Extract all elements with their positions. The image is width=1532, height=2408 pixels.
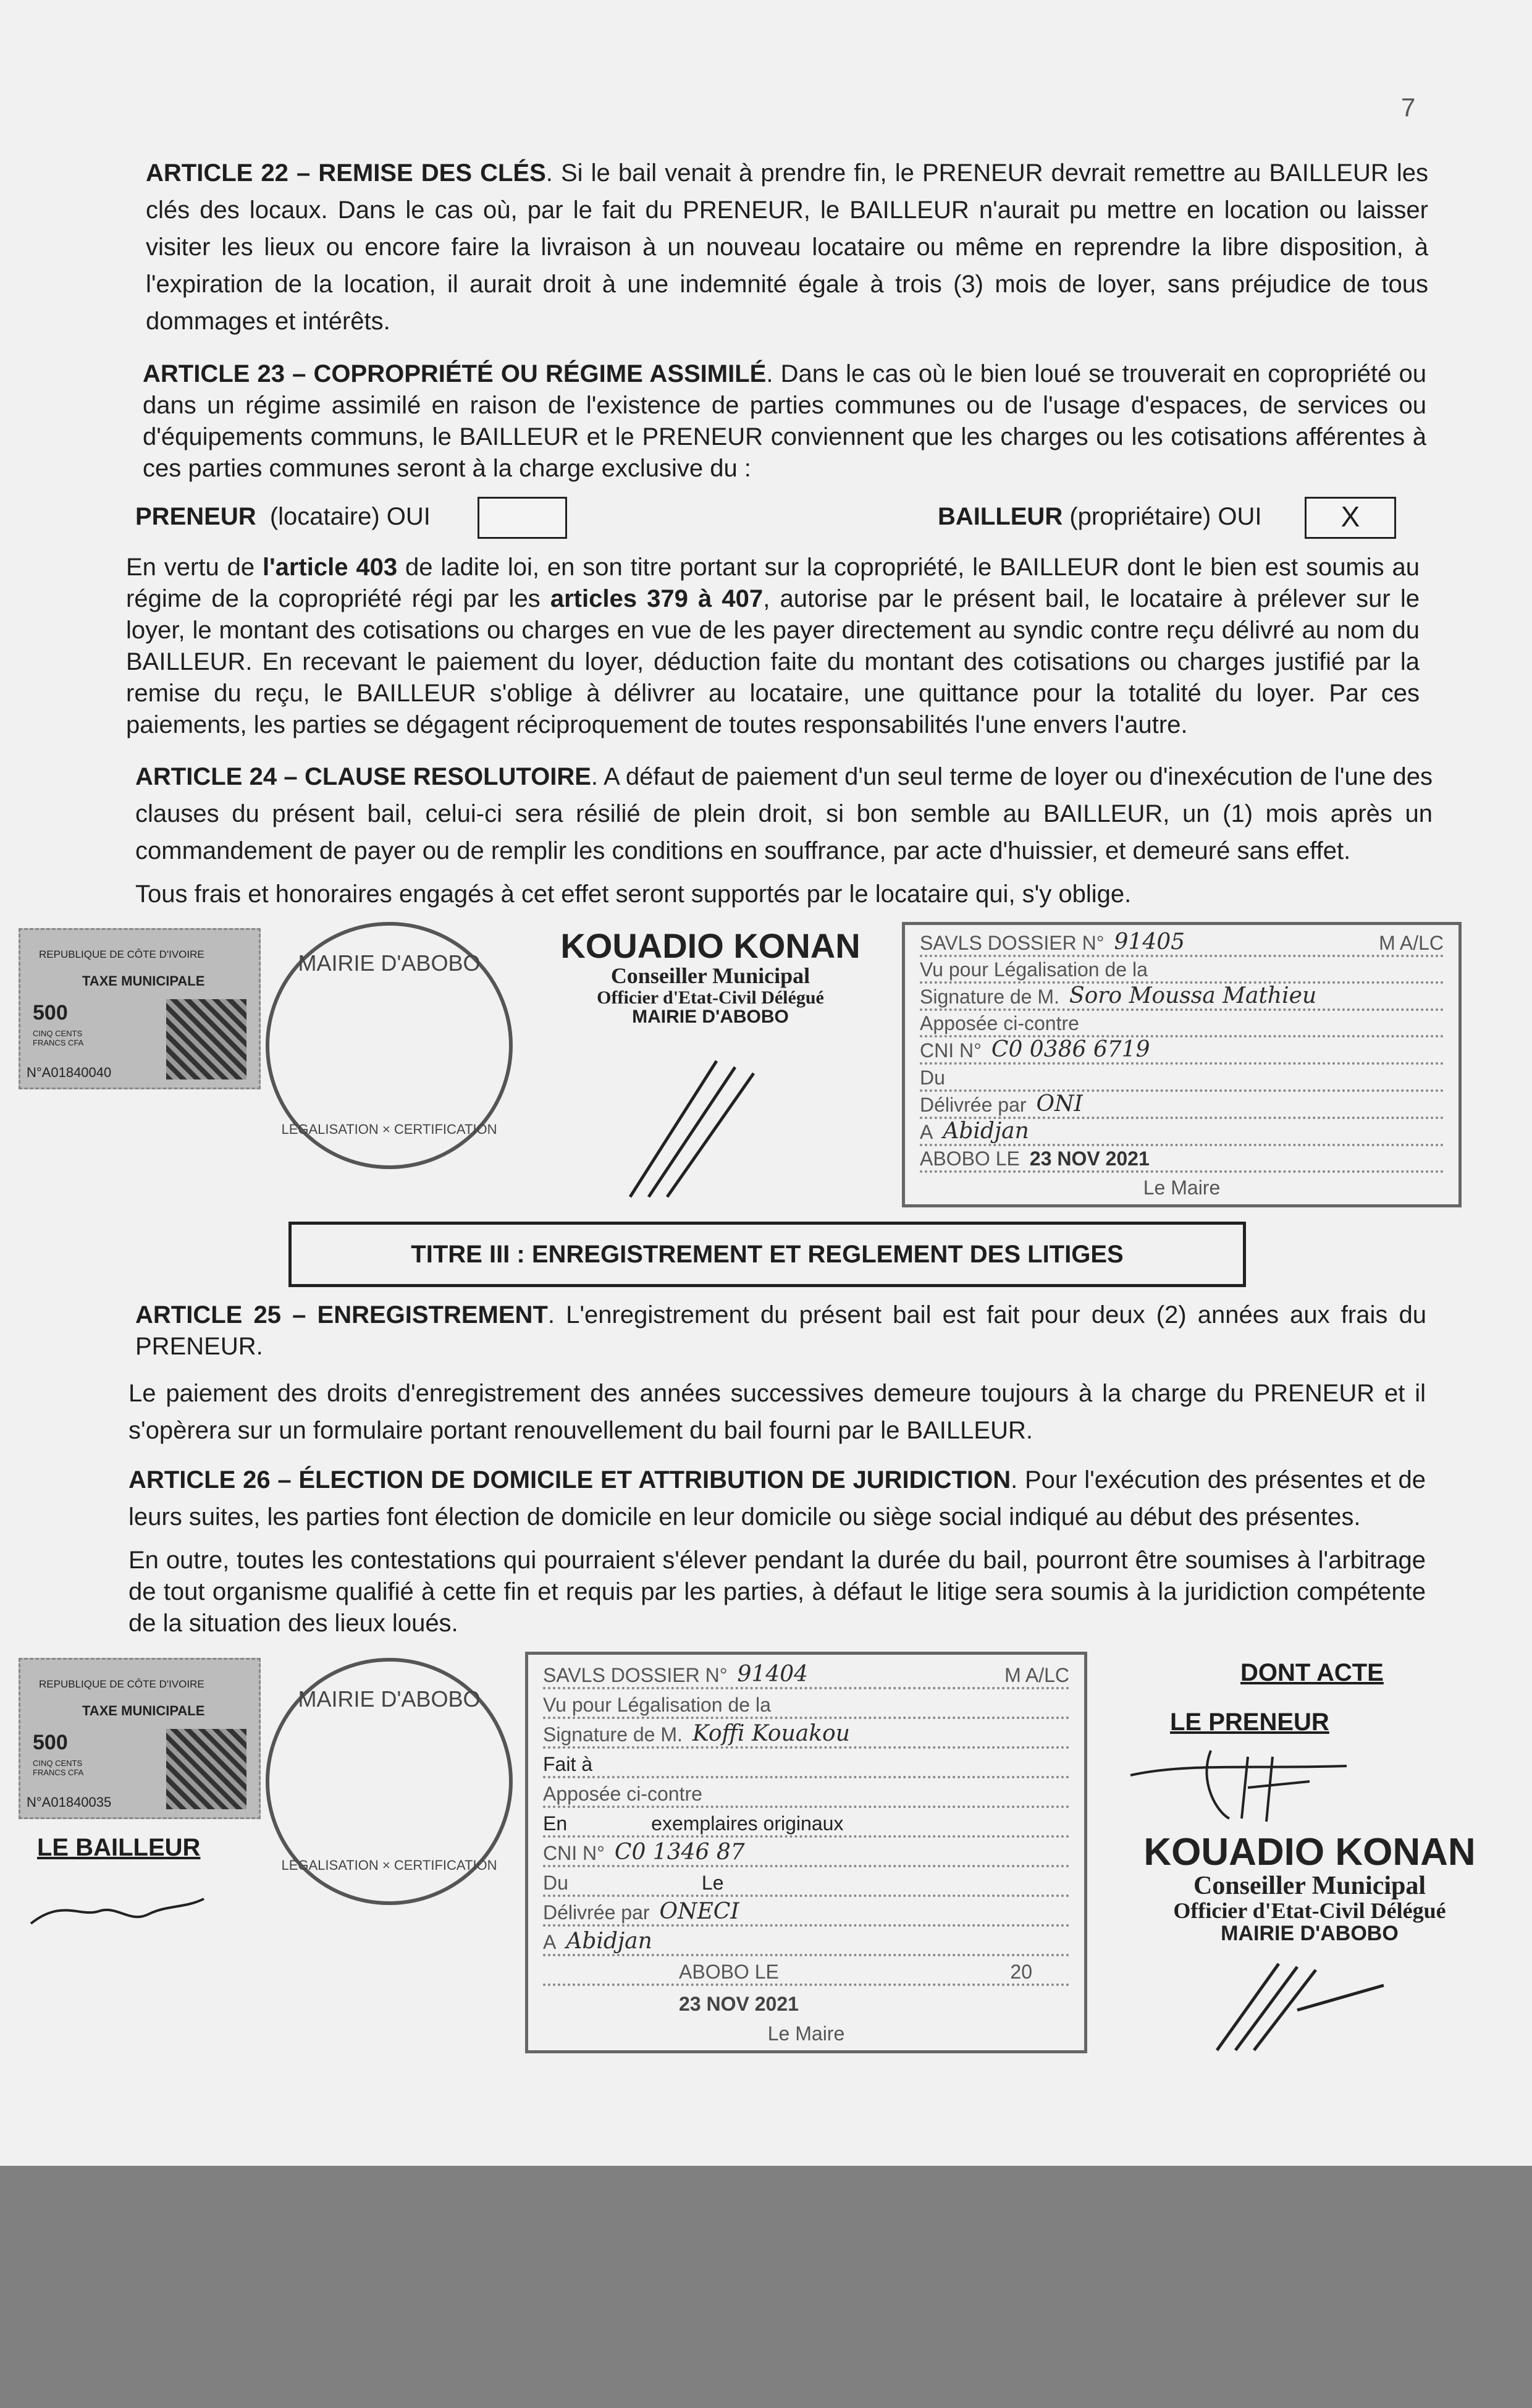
handwritten-dossier-no: 91404 <box>737 1662 809 1687</box>
preneur-sub: (locataire) OUI <box>269 503 431 530</box>
stamp-row <box>543 1808 1069 1838</box>
handwritten-a: Abidjan <box>943 1118 1029 1144</box>
mairie-seal-bottom <box>266 1658 513 1905</box>
seal-text: MAIRIE D'ABOBO <box>298 1686 481 1712</box>
stamp-apposee-label: Apposée ci-contre <box>543 1783 702 1805</box>
stamp-dossier-label: SAVLS DOSSIER N° <box>920 932 1105 954</box>
handwritten-dossier-no: 91405 <box>1114 929 1185 955</box>
tax-amount: 500 <box>33 1731 68 1754</box>
stamp-row <box>543 1897 1069 1927</box>
stamp-signature-label: Signature de M. <box>920 986 1059 1008</box>
tax-country: REPUBLIQUE DE CÔTE D'IVOIRE <box>39 1678 204 1690</box>
stamp-row <box>920 1011 1444 1037</box>
bailleur-signature <box>25 1874 210 1942</box>
stamp-a-label: A <box>920 1120 933 1143</box>
legalisation-stamp-bottom <box>525 1652 1087 2053</box>
stamp-date: 23 NOV 2021 <box>1029 1147 1150 1170</box>
stamp-dossier-label: SAVLS DOSSIER N° <box>543 1664 728 1686</box>
preneur-signature <box>1124 1744 1359 1825</box>
mayor-role: Conseiller Municipal <box>1193 1872 1426 1901</box>
tax-label: TAXE MUNICIPALE <box>82 973 205 989</box>
le-label: Le <box>701 1872 724 1894</box>
tax-label: TAXE MUNICIPALE <box>82 1703 205 1718</box>
stamp-a-label: A <box>543 1931 557 1953</box>
preneur-label: PRENEUR <box>135 503 256 530</box>
handwritten-cni: C0 1346 87 <box>614 1840 745 1865</box>
stamp-cni-label: CNI N° <box>920 1039 982 1062</box>
seal-text: MAIRIE D'ABOBO <box>298 950 481 976</box>
bold-ref: l'article 403 <box>262 554 398 581</box>
bailleur-option <box>938 503 1262 531</box>
article-24-frais: Tous frais et honoraires engagés à cet effet seront supportés par le locataire qui, s'y oblige. <box>135 881 1132 908</box>
stamp-row <box>543 1986 1069 2016</box>
mairie-seal-top <box>266 922 513 1169</box>
tax-amount-words: CINQ CENTS FRANCS CFA <box>33 1759 84 1777</box>
bailleur-sub: (propriétaire) OUI <box>1069 503 1262 530</box>
mayor-role2: Officier d'Etat-Civil Délégué <box>1173 1898 1446 1924</box>
stamp-abobo-label: ABOBO LE <box>679 1961 779 1983</box>
bailleur-label: BAILLEUR <box>938 503 1063 530</box>
qr-code-icon <box>166 1729 246 1809</box>
mayor-signature-top <box>618 1055 803 1203</box>
article-25-text: . L'enregistrement du présent bail est fait pour deux (2) années aux frais du PRENEUR. <box>135 1301 1426 1360</box>
article-22-text: . Si le bail venait à prendre fin, le PRENEUR devrait remettre au BAILLEUR les clés des locaux. Dans le cas où, par le fait du PRENEUR, le BAILLEUR n'aurait pu mettre en location ou laisser visiter les lieux ou encore faire la livraison à un nouveau locataire ou même en reprendre la libre disposition, à l'expiration de la location, il aurait droit à une indemnité égale à trois (3) mois de loyer, sans préjudice de tous dommages et intérêts. <box>146 159 1429 335</box>
stamp-row <box>920 984 1444 1011</box>
stamp-row <box>920 1037 1444 1065</box>
text: , autorise par le présent bail, le locataire à prélever sur le loyer, le montant des cotisations ou charges en vue de les payer directement au syndic contre reçu délivré au nom du BAILLEUR. En recevant le paiement du loyer, déduction faite du montant des cotisations ou charges justifié par la remise du reçu, le BAILLEUR s'oblige à délivrer au locataire, une quittance pour la totalité du loyer. Par ces paiements, les parties se dégagent réciproquement de toutes responsabilités l'une envers l'autre. <box>126 585 1420 738</box>
article-24-heading: ARTICLE 24 – CLAUSE RESOLUTOIRE <box>135 763 591 790</box>
stamp-row <box>543 1867 1069 1897</box>
tax-stamp-top <box>19 928 261 1089</box>
article-23-text: . Dans le cas où le bien loué se trouverait en copropriété ou dans un régime assimilé en raison de l'existence de parties communes ou de l'usage d'espaces, de services ou d'équipements communs, le BAILLEUR et le PRENEUR conviennent que les charges ou les cotisations afférentes à ces parties communes seront à la charge exclusive du : <box>143 360 1426 482</box>
article-26-heading: ARTICLE 26 – ÉLECTION DE DOMICILE ET ATTRIBUTION DE JURIDICTION <box>128 1466 1011 1493</box>
legalisation-stamp-top <box>902 922 1462 1207</box>
tax-amount: 500 <box>33 1001 68 1024</box>
stamp-row <box>543 1660 1069 1689</box>
article-23 <box>143 358 1426 484</box>
tax-serial: N°A01840040 <box>27 1065 112 1080</box>
mayor-stamp-top <box>525 928 896 1027</box>
preneur-option <box>135 503 431 531</box>
qr-code-icon <box>166 999 246 1079</box>
tax-stamp-bottom <box>19 1658 261 1819</box>
top-stamps-band <box>0 922 1532 1212</box>
stamp-row <box>920 1173 1444 1199</box>
stamp-vu-label: Vu pour Légalisation de la <box>920 958 1148 981</box>
stamp-row <box>543 1956 1069 1986</box>
bold-ref: articles 379 à 407 <box>550 585 764 612</box>
stamp-maire-label: Le Maire <box>1143 1177 1221 1199</box>
article-26-contestations: En outre, toutes les contestations qui pourraient s'élever pendant la durée du bail, pourront être soumises à l'arbitrage de tout organisme qualifié à cette fin et requis par les parties, à défaut le litige sera soumis à la juridiction compétente de la situation des lieux loués. <box>128 1547 1426 1637</box>
article-22 <box>146 154 1428 340</box>
stamp-row <box>543 1838 1069 1867</box>
tax-amount-words: CINQ CENTS FRANCS CFA <box>33 1029 84 1047</box>
closing-band <box>0 1652 1532 2059</box>
stamp-signature-label: Signature de M. <box>543 1723 683 1746</box>
le-preneur-label: LE PRENEUR <box>1170 1709 1329 1736</box>
stamp-maire-label: Le Maire <box>767 2022 845 2045</box>
stamp-row <box>543 1927 1069 1956</box>
fait-a-label: Fait à <box>543 1753 593 1775</box>
stamp-delivree-label: Délivrée par <box>920 1093 1027 1116</box>
handwritten-signatory: Koffi Kouakou <box>692 1721 850 1746</box>
le-bailleur-label: LE BAILLEUR <box>37 1834 201 1861</box>
seal-text2: LÉGALISATION × CERTIFICATION <box>281 1122 497 1137</box>
stamp-row <box>543 2016 1069 2045</box>
stamp-ref: M A/LC <box>1379 932 1444 954</box>
stamp-cni-label: CNI N° <box>543 1842 605 1864</box>
seal-text2: LÉGALISATION × CERTIFICATION <box>281 1857 497 1873</box>
article-25-heading: ARTICLE 25 – ENREGISTREMENT <box>135 1301 548 1329</box>
article-26-text: . Pour l'exécution des présentes et de leurs suites, les parties font élection de domicile en leur domicile ou siège social indiqué au début des présentes. <box>128 1466 1426 1531</box>
stamp-year: 20 <box>1010 1961 1032 1983</box>
text: En vertu de <box>126 554 263 581</box>
tax-serial: N°A01840035 <box>27 1794 112 1810</box>
dont-acte: DONT ACTE <box>1240 1659 1384 1686</box>
article-25 <box>135 1299 1426 1362</box>
mayor-signature-bottom <box>1205 1961 1390 2053</box>
exemplaires-label: exemplaires originaux <box>651 1812 844 1835</box>
stamp-du-label: Du <box>920 1066 945 1089</box>
stamp-du-label: Du <box>543 1872 568 1894</box>
stamp-row <box>543 1689 1069 1719</box>
handwritten-delivree: ONI <box>1036 1091 1083 1117</box>
article-22-heading: ARTICLE 22 – REMISE DES CLÉS <box>146 159 546 187</box>
stamp-row <box>920 1119 1444 1146</box>
article-403-paragraph <box>126 552 1420 741</box>
charge-choice-row <box>0 497 1532 536</box>
page-number: 7 <box>1401 93 1416 122</box>
handwritten-signatory: Soro Moussa Mathieu <box>1069 983 1317 1009</box>
preneur-checkbox[interactable] <box>478 497 567 539</box>
en-label: En <box>543 1812 568 1835</box>
titre-iii-heading: TITRE III : ENREGISTREMENT ET REGLEMENT DES LITIGES <box>288 1222 1246 1287</box>
article-24-text: . A défaut de paiement d'un seul terme de loyer ou d'inexécution de l'une des clauses du présent bail, celui-ci sera résilié de plein droit, si bon semble au BAILLEUR, un (1) mois après un commandement de payer ou de remplir les conditions en souffrance, par acte d'huissier, et demeuré sans effet. <box>135 763 1433 864</box>
article-23-heading: ARTICLE 23 – COPROPRIÉTÉ OU RÉGIME ASSIMILÉ <box>143 360 767 387</box>
article-26 <box>128 1461 1426 1536</box>
stamp-row <box>920 1146 1444 1173</box>
stamp-row <box>920 1065 1444 1091</box>
stamp-delivree-label: Délivrée par <box>543 1901 650 1924</box>
handwritten-cni: C0 0386 6719 <box>991 1037 1150 1063</box>
stamp-row <box>920 930 1444 957</box>
stamp-row <box>543 1778 1069 1808</box>
stamp-row <box>543 1749 1069 1778</box>
stamp-row <box>543 1719 1069 1749</box>
article-24 <box>135 758 1433 869</box>
stamp-vu-label: Vu pour Légalisation de la <box>543 1694 771 1716</box>
handwritten-a: Abidjan <box>566 1929 652 1954</box>
handwritten-delivree: ONECI <box>659 1899 739 1924</box>
mayor-role2: Officier d'Etat-Civil Délégué <box>597 987 824 1008</box>
stamp-row <box>920 957 1444 984</box>
text: de ladite loi, en son titre portant sur la copropriété, le BAILLEUR dont le bien est soumis au régime de la copropriété régi par les <box>126 554 1420 612</box>
tax-country: REPUBLIQUE DE CÔTE D'IVOIRE <box>39 948 204 960</box>
mayor-mairie: MAIRIE D'ABOBO <box>632 1007 789 1028</box>
stamp-apposee-label: Apposée ci-contre <box>920 1012 1079 1035</box>
mayor-name: KOUADIO KONAN <box>1143 1831 1476 1874</box>
mayor-name: KOUADIO KONAN <box>560 926 861 965</box>
article-25-paiement: Le paiement des droits d'enregistrement des années successives demeure toujours à la charge du PRENEUR et il s'opèrera sur un formulaire portant renouvellement du bail fourni par le BAILLEUR. <box>128 1380 1426 1444</box>
mayor-role: Conseiller Municipal <box>610 963 810 988</box>
stamp-date: 23 NOV 2021 <box>679 1993 799 2015</box>
bailleur-checkbox[interactable]: X <box>1305 497 1396 539</box>
stamp-abobo-label: ABOBO LE <box>920 1147 1020 1170</box>
mayor-stamp-bottom <box>1100 1832 1520 1945</box>
stamp-row <box>920 1092 1444 1119</box>
stamp-ref: M A/LC <box>1004 1664 1069 1686</box>
mayor-mairie: MAIRIE D'ABOBO <box>1221 1921 1399 1945</box>
